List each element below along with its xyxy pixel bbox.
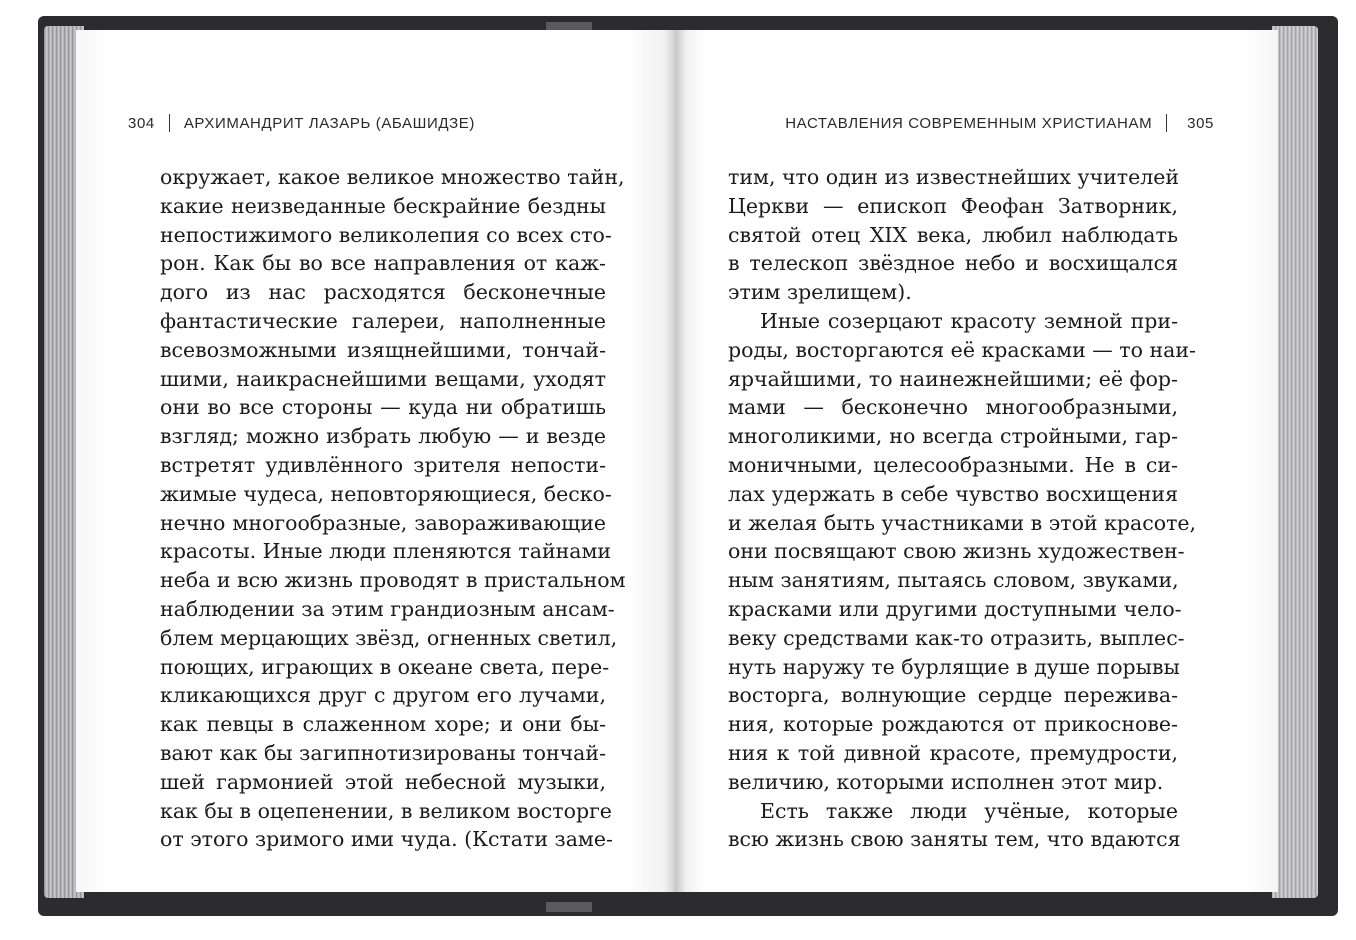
- text-line: кликающихся друг с другом его лучами,: [160, 683, 606, 708]
- text-line: восторга, волнующие сердце пережива-: [728, 683, 1178, 708]
- text-line: величию, которыми исполнен этот мир.: [728, 769, 1164, 794]
- text-line: ния, которые рождаются от прикоснове-: [728, 712, 1178, 737]
- text-line: шей гармонией этой небесной музыки,: [160, 769, 606, 794]
- text-line: Церкви — епископ Феофан Затворник,: [728, 193, 1178, 218]
- text-line: всю жизнь свою заняты тем, что вдаются: [728, 827, 1181, 852]
- left-page: [76, 30, 674, 892]
- text-line: ным занятиям, пытаясь словом, звуками,: [728, 568, 1179, 593]
- text-line: неба и всю жизнь проводят в пристальном: [160, 568, 626, 593]
- text-line: всевозможными изящнейшими, тончай-: [160, 337, 606, 362]
- left-running-head-title: АРХИМАНДРИТ ЛАЗАРЬ (АБАШИДЗЕ): [183, 115, 475, 132]
- text-line: веку средствами как-то отразить, выплес-: [728, 625, 1185, 650]
- text-line: взгляд; можно избрать любую — и везде: [160, 424, 606, 449]
- paragraph-start-line: Иные созерцают красоту земной при-: [760, 308, 1178, 333]
- text-line: как бы в оцепенении, в великом восторге: [160, 798, 612, 823]
- right-page: [674, 30, 1278, 892]
- text-line: шими, наикраснейшими вещами, уходят: [160, 366, 606, 391]
- text-line: и желая быть участниками в этой красоте,: [728, 510, 1197, 535]
- right-page-text: [728, 163, 1197, 854]
- text-line: многоликими, но всегда стройными, гар-: [728, 424, 1178, 449]
- text-line: фантастические галереи, наполненные: [160, 308, 606, 333]
- right-page-number: 305: [1187, 115, 1214, 132]
- running-head-divider: [169, 114, 170, 132]
- text-line: тим, что один из известнейших учителей: [728, 165, 1180, 189]
- text-line: моничными, целесообразными. Не в си-: [728, 452, 1178, 477]
- text-line: поющих, играющих в океане света, пере-: [160, 654, 610, 679]
- text-line: мами — бесконечно многообразными,: [728, 395, 1178, 420]
- text-line: блем мерцающих звёзд, огненных светил,: [160, 625, 618, 650]
- text-line: ярчайшими, то наинежнейшими; её фор-: [728, 366, 1178, 391]
- left-page-text: [160, 163, 626, 854]
- text-line: роды, восторгаются её красками — то наи-: [728, 337, 1196, 362]
- paragraph-start-line: Есть также люди учёные, которые: [760, 798, 1178, 823]
- text-line: ния к той дивной красоте, премудрости,: [728, 740, 1178, 765]
- text-line: как певцы в слаженном хоре; и они бы-: [160, 712, 606, 737]
- right-page-edges: [1272, 26, 1318, 898]
- text-line: окружает, какое великое множество тайн,: [160, 165, 625, 189]
- text-line: наблюдении за этим грандиозным ансам-: [160, 596, 615, 621]
- text-line: святой отец XIX века, любил наблюдать: [728, 222, 1178, 247]
- text-line: дого из нас расходятся бесконечные: [160, 280, 606, 305]
- text-line: вают как бы загипнотизированы тончай-: [160, 740, 606, 765]
- text-line: красоты. Иные люди пленяются тайнами: [160, 539, 612, 564]
- text-line: нуть наружу те бурлящие в душе порывы: [728, 654, 1180, 679]
- text-line: нечно многообразные, завораживающие: [160, 510, 606, 535]
- text-line: встретят удивлённого зрителя непости-: [160, 452, 606, 477]
- running-head-divider: [1166, 114, 1167, 132]
- right-running-head-title: НАСТАВЛЕНИЯ СОВРЕМЕННЫМ ХРИСТИАНАМ: [785, 115, 1153, 132]
- text-line: красками или другими доступными чело-: [728, 596, 1182, 621]
- text-line: этим зрелищем).: [728, 280, 912, 305]
- text-line: жимые чудеса, неповторяющиеся, беско-: [160, 481, 612, 506]
- text-line: от этого зримого ими чуда. (Кстати заме-: [160, 827, 613, 852]
- text-line: они посвящают свою жизнь художествен-: [728, 539, 1185, 564]
- text-line: рон. Как бы во все направления от каж-: [160, 251, 606, 276]
- text-line: какие неизведанные бескрайние бездны: [160, 193, 606, 218]
- text-line: лах удержать в себе чувство восхищения: [728, 481, 1178, 506]
- spine-bottom-band: [546, 902, 592, 912]
- text-line: они во все стороны — куда ни обратишь: [160, 395, 606, 420]
- left-running-head: [128, 114, 475, 132]
- text-line: непостижимого великолепия со всех сто-: [160, 222, 612, 247]
- text-line: в телескоп звёздное небо и восхищался: [728, 251, 1178, 276]
- right-running-head: [785, 114, 1214, 132]
- gutter-shadow: [664, 30, 686, 892]
- left-page-number: 304: [128, 115, 155, 132]
